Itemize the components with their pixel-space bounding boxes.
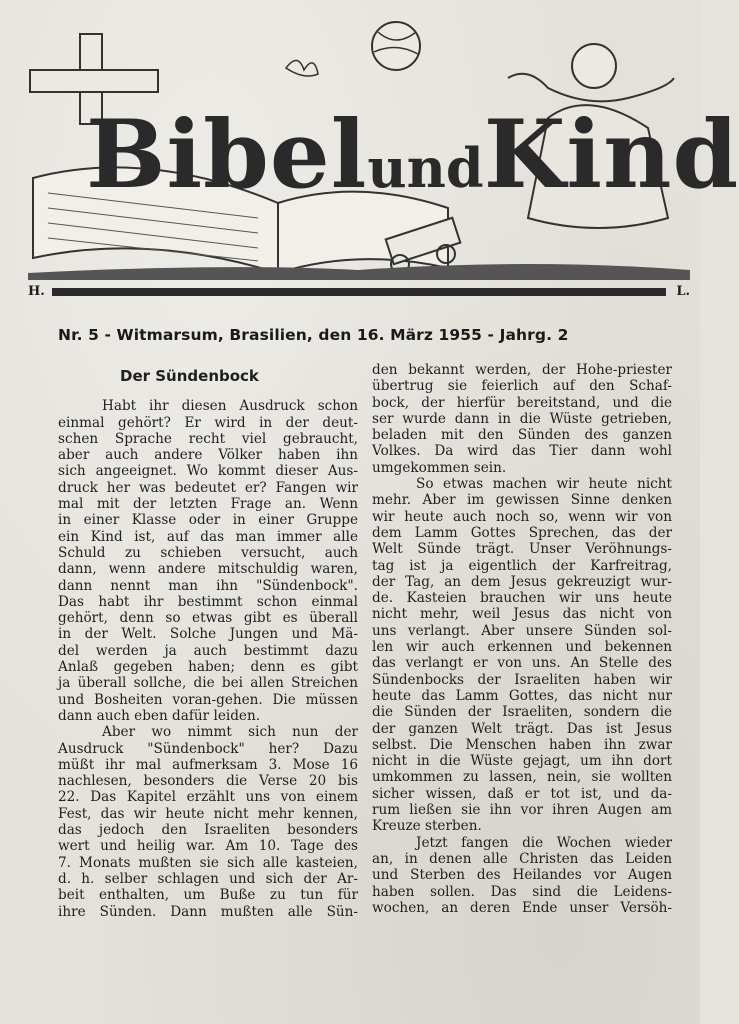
text-line: wert und heilig war. Am 10. Tage des — [58, 838, 358, 855]
text-line: wir heute auch noch so, wenn wir von — [372, 508, 672, 525]
text-line: Ausdruck "Sündenbock" her? Dazu — [58, 740, 358, 757]
text-line: wochen, an deren Ende unser Versöh- — [372, 899, 672, 916]
text-line: Fest, das wir heute nicht mehr kennen, — [58, 805, 358, 822]
text-line: selbst. Die Menschen haben ihn zwar — [372, 736, 672, 753]
text-line: ja überall sollche, die bei allen Streichen — [58, 675, 358, 692]
text-line: dann auch eben dafür leiden. — [58, 707, 261, 724]
text-line: ihre Sünden. Dann mußten alle Sün- — [58, 903, 358, 920]
artist-initial-right: L. — [676, 284, 690, 299]
text-line: beladen mit den Sünden des ganzen — [372, 427, 672, 444]
text-line: Jetzt fangen die Wochen wieder — [416, 834, 672, 851]
text-line: haben sollen. Das sind die Leidens- — [372, 883, 672, 900]
text-line: So etwas machen wir heute nicht — [416, 476, 672, 493]
text-line: nicht in die Wüste gejagt, um ihn dort — [372, 753, 672, 770]
masthead — [28, 18, 739, 280]
text-line: der Tag, an dem Jesus gekreuzigt wur- — [372, 573, 672, 590]
text-line: die Sünden der Israeliten, sondern die — [372, 704, 672, 721]
artist-initial-left: H. — [28, 284, 45, 299]
article-heading: Der Sündenbock — [120, 367, 259, 385]
text-line: rum ließen sie ihn vor ihren Augen am — [372, 802, 672, 819]
masthead-rule — [28, 284, 690, 302]
text-line: mal mit der letzten Frage an. Wenn — [58, 496, 358, 513]
text-line: dem Lamm Gottes Sprechen, das der — [372, 524, 672, 541]
text-line: Volkes. Da wird das Tier dann wohl — [372, 443, 672, 460]
text-line: beit enthalten, um Buße zu tun für — [58, 887, 358, 904]
text-line: einmal gehört? Er wird in der deut- — [58, 414, 358, 431]
text-line: heute das Lamm Gottes, das nicht nur — [372, 687, 672, 704]
text-line: Welt Sünde trägt. Unser Veröhnungs- — [372, 541, 672, 558]
text-line: Aber wo nimmt sich nun der — [102, 724, 358, 741]
text-line: schen Sprache recht viel gebraucht, — [58, 430, 358, 447]
text-line: nicht mehr, weil Jesus das nicht von — [372, 606, 672, 623]
issue-line: Nr. 5 - Witmarsum, Brasilien, den 16. März 1955 - Jahrg. 2 — [58, 326, 569, 344]
text-line: dann nennt man ihn "Sündenbock". — [58, 577, 358, 594]
text-line: tag ist ja eigentlich der Karfreitrag, — [372, 557, 672, 574]
title-word-und: und — [367, 136, 484, 200]
text-line: nachlesen, besonders die Verse 20 bis — [58, 773, 358, 790]
text-line: Das habt ihr bestimmt schon einmal — [58, 593, 358, 610]
title-word-bibel: Bibel — [86, 100, 368, 210]
text-line: del werden ja auch bestimmt dazu — [58, 642, 358, 659]
text-line: bock, der hierfür bereitstand, und die — [372, 394, 672, 411]
text-line: d. h. selber schlagen und sich der Ar- — [58, 870, 358, 887]
text-line: mehr. Aber im gewissen Sinne denken — [372, 492, 672, 509]
text-line: der ganzen Welt trägt. Das ist Jesus — [372, 720, 672, 737]
text-line: de. Kasteien brauchen wir uns heute — [372, 590, 672, 607]
text-line: len wir auch erkennen und bekennen — [372, 639, 672, 656]
text-line: ser wurde dann in die Wüste getrieben, — [372, 410, 672, 427]
text-line: müßt ihr mal aufmerksam 3. Mose 16 — [58, 756, 358, 773]
text-line: Schuld zu schieben versucht, auch — [58, 544, 358, 561]
text-line: in der Welt. Solche Jungen und Mä- — [58, 626, 358, 643]
text-line: umgekommen sein. — [372, 459, 507, 476]
text-line: in einer Klasse oder in einer Gruppe — [58, 512, 358, 529]
text-line: aber auch andere Völker haben ihn — [58, 447, 358, 464]
text-line: sicher wissen, daß er tot ist, und da- — [372, 785, 672, 802]
text-line: den bekannt werden, der Hohe-priester — [372, 362, 672, 378]
text-line: an, in denen alle Christen das Leiden — [372, 850, 672, 867]
text-line: Habt ihr diesen Ausdruck schon — [102, 398, 358, 415]
text-line: sich angeeignet. Wo kommt dieser Aus- — [58, 463, 358, 480]
article-column-left — [58, 362, 358, 920]
text-line: 7. Monats mußten sie sich alle kasteien, — [58, 854, 358, 871]
text-line: ein Kind ist, auf das man immer alle — [58, 528, 358, 545]
text-line: 22. Das Kapitel erzählt uns von einem — [58, 789, 358, 806]
text-line: und Bosheiten voran-gehen. Die müssen — [58, 691, 358, 708]
text-line: gehört, denn so etwas gibt es überall — [58, 610, 358, 627]
text-line: das jedoch den Israeliten besonders — [58, 822, 358, 839]
article-column-right — [372, 362, 672, 916]
text-line: übertrug sie feierlich auf den Schaf- — [372, 378, 672, 395]
text-line: umkommen zu lassen, nein, sie wollten — [372, 769, 672, 786]
title-word-kind: Kind — [483, 100, 739, 210]
text-line: uns verlangt. Aber unsere Sünden sol- — [372, 622, 672, 639]
rule-bar — [52, 288, 666, 296]
masthead-title — [86, 100, 739, 210]
text-line: und Sterben des Heilandes vor Augen — [372, 867, 672, 884]
text-line: dann, wenn andere mitschuldig waren, — [58, 561, 358, 578]
text-line: Sündenbocks der Israeliten haben wir — [372, 671, 672, 688]
text-line: das verlangt er von uns. An Stelle des — [372, 655, 672, 672]
text-line: Anlaß gegeben haben; denn es gibt — [58, 659, 358, 676]
text-line: Kreuze sterben. — [372, 818, 482, 835]
text-line: druck her was bedeutet er? Fangen wir — [58, 479, 358, 496]
